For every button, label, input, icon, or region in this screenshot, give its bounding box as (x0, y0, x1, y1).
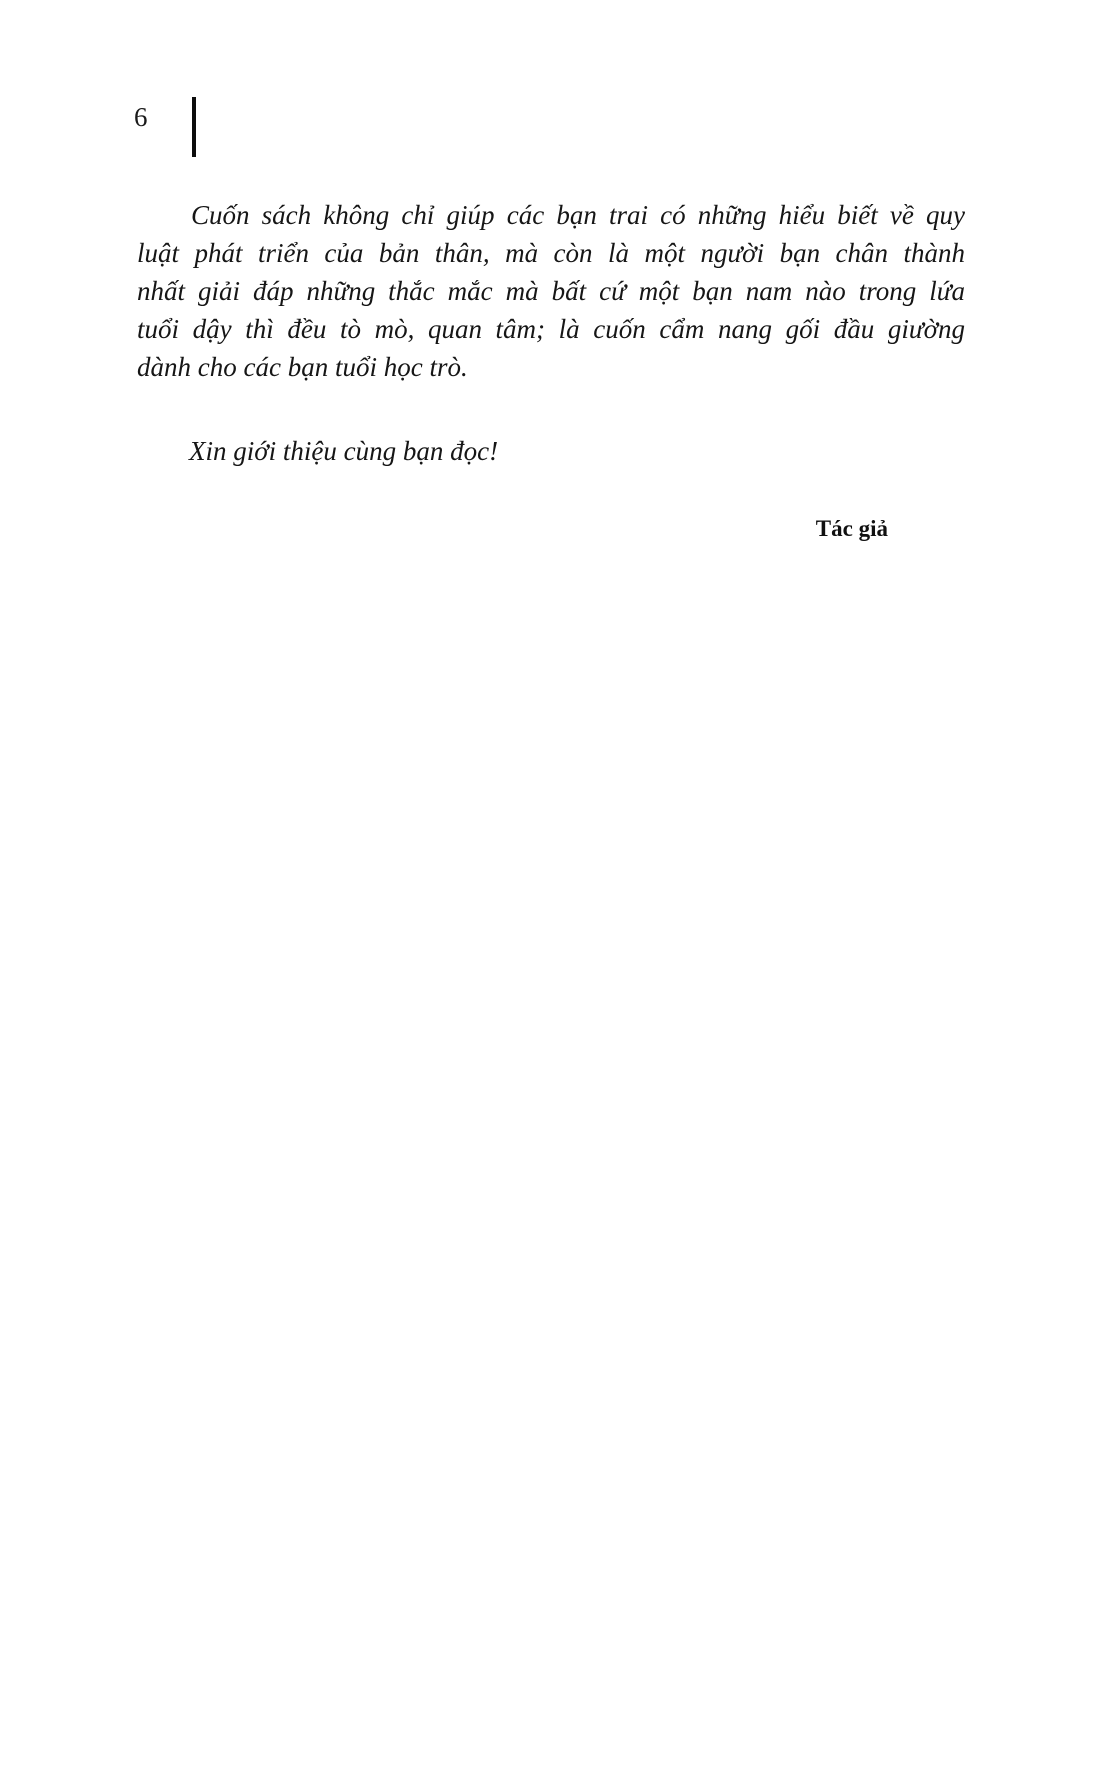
body-paragraph-line: Cuốn sách không chỉ giúp các bạn trai có những hiểu biết về quy (191, 200, 965, 230)
body-paragraph-line: tuổi dậy thì đều tò mò, quan tâm; là cuốn cẩm nang gối đầu giường (137, 314, 965, 344)
author-signature: Tác giả (815, 516, 888, 541)
page-number: 6 (134, 102, 148, 132)
header-rule (192, 97, 196, 157)
body-paragraph-line: nhất giải đáp những thắc mắc mà bất cứ một bạn nam nào trong lứa (137, 276, 965, 306)
body-paragraph-line: luật phát triển của bản thân, mà còn là một người bạn chân thành (137, 238, 965, 268)
body-paragraph-line: dành cho các bạn tuổi học trò. (137, 352, 468, 382)
page-body (137, 196, 965, 544)
intro-paragraph (137, 196, 965, 386)
closing-line: Xin giới thiệu cùng bạn đọc! (189, 436, 499, 466)
